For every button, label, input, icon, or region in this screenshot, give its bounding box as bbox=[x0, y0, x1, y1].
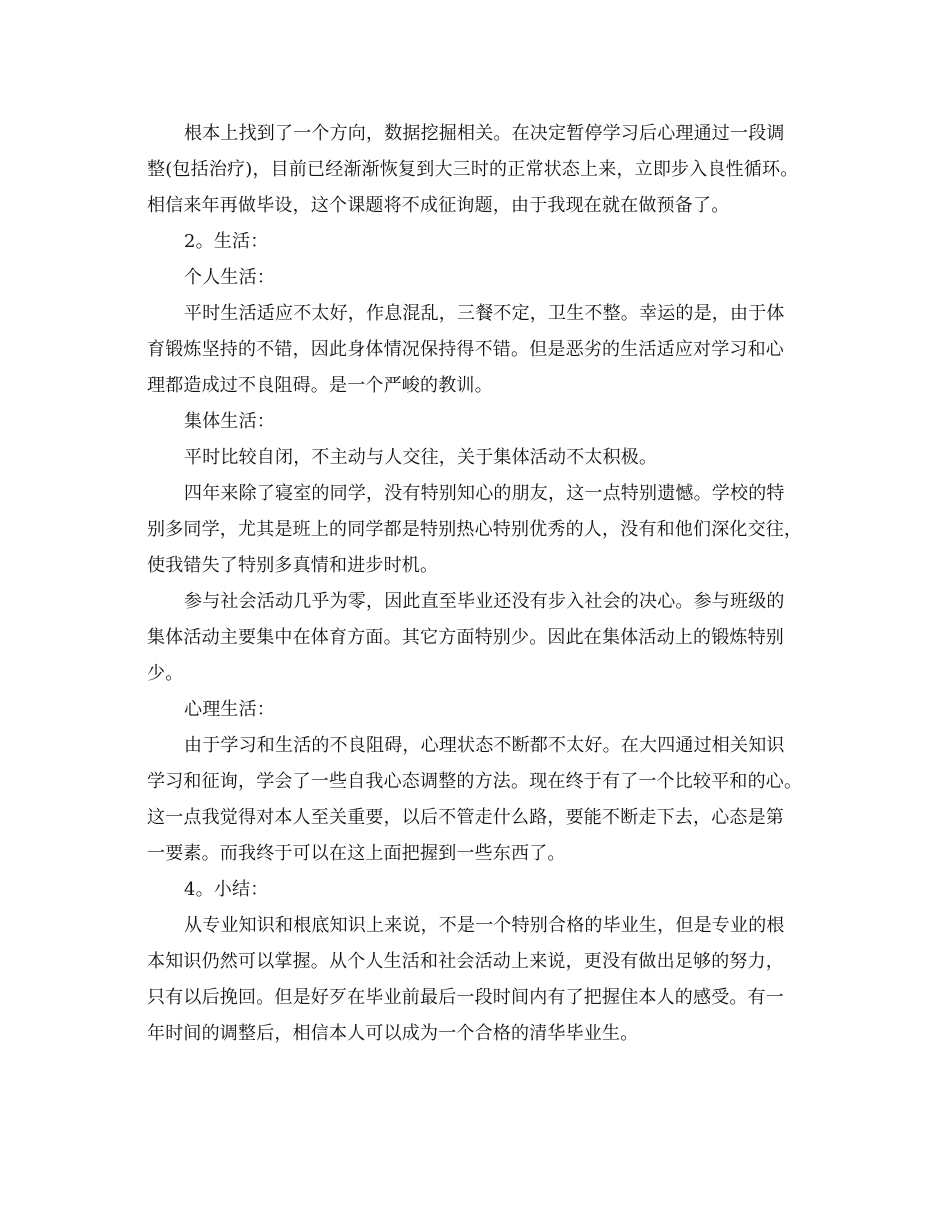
paragraph-line: 参与社会活动几乎为零，因此直至毕业还没有步入社会的决心。参与班级的 bbox=[184, 591, 785, 612]
paragraph-line: 少。 bbox=[147, 663, 184, 684]
section-heading: 4。小结： bbox=[184, 879, 269, 900]
paragraph-line: 相信来年再做毕设，这个课题将不成征询题，由于我现在就在做预备了。 bbox=[147, 195, 730, 216]
paragraph-line: 整(包括治疗)，目前已经渐渐恢复到大三时的正常状态上来，立即步入良性循环。 bbox=[147, 159, 799, 180]
section-heading: 2。生活： bbox=[184, 231, 269, 252]
document-body bbox=[147, 116, 812, 1052]
paragraph-line: 理都造成过不良阻碍。是一个严峻的教训。 bbox=[147, 375, 493, 396]
paragraph-line: 平时比较自闭，不主动与人交往，关于集体活动不太积极。 bbox=[184, 447, 658, 468]
paragraph-line: 一要素。而我终于可以在这上面把握到一些东西了。 bbox=[147, 843, 566, 864]
paragraph-line: 集体活动主要集中在体育方面。其它方面特别少。因此在集体活动上的锻炼特别 bbox=[147, 627, 784, 648]
paragraph-line: 从专业知识和根底知识上来说，不是一个特别合格的毕业生，但是专业的根 bbox=[184, 915, 785, 936]
paragraph-line: 平时生活适应不太好，作息混乱，三餐不定，卫生不整。幸运的是，由于体 bbox=[184, 303, 785, 324]
subsection-heading: 心理生活： bbox=[184, 699, 275, 720]
paragraph-line: 学习和征询，学会了一些自我心态调整的方法。现在终于有了一个比较平和的心。 bbox=[147, 771, 803, 792]
paragraph-line: 年时间的调整后，相信本人可以成为一个合格的清华毕业生。 bbox=[147, 1023, 639, 1044]
paragraph-line: 本知识仍然可以掌握。从个人生活和社会活动上来说，更没有做出足够的努力， bbox=[147, 951, 784, 972]
paragraph-line: 根本上找到了一个方向，数据挖掘相关。在决定暂停学习后心理通过一段调 bbox=[184, 123, 785, 144]
paragraph-line: 育锻炼坚持的不错，因此身体情况保持得不错。但是恶劣的生活适应对学习和心 bbox=[147, 339, 784, 360]
paragraph-line: 四年来除了寝室的同学，没有特别知心的朋友，这一点特别遗憾。学校的特 bbox=[184, 483, 785, 504]
paragraph-line: 只有以后挽回。但是好歹在毕业前最后一段时间内有了把握住本人的感受。有一 bbox=[147, 987, 784, 1008]
subsection-heading: 个人生活： bbox=[184, 267, 275, 288]
paragraph-line: 这一点我觉得对本人至关重要，以后不管走什么路，要能不断走下去，心态是第 bbox=[147, 807, 784, 828]
paragraph-line: 使我错失了特别多真情和进步时机。 bbox=[147, 555, 439, 576]
paragraph-line: 别多同学，尤其是班上的同学都是特别热心特别优秀的人，没有和他们深化交往， bbox=[147, 519, 803, 540]
subsection-heading: 集体生活： bbox=[184, 411, 275, 432]
paragraph-line: 由于学习和生活的不良阻碍，心理状态不断都不太好。在大四通过相关知识 bbox=[184, 735, 785, 756]
